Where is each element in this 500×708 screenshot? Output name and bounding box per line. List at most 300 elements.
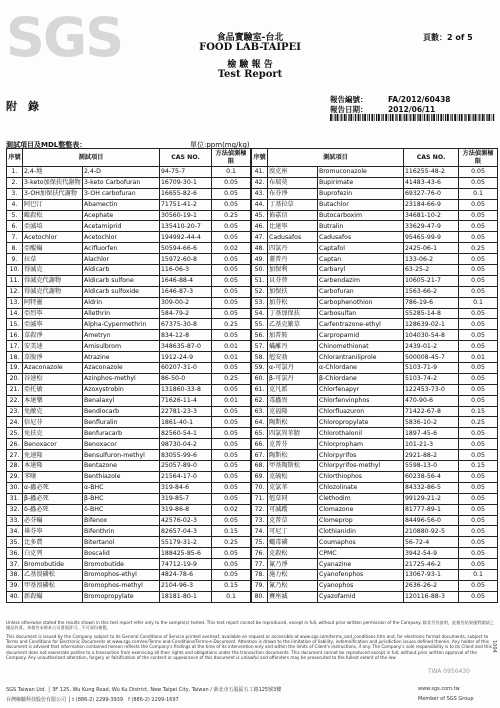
lab-name-cn: 食品實驗室-台北 xyxy=(216,33,284,43)
row-seq: 67. xyxy=(252,450,268,461)
col-mdl: 方法偵測極限 xyxy=(459,149,498,167)
row-name-cn: 亞滅培 xyxy=(23,221,83,232)
row-name-en: Chlozolinate xyxy=(318,482,404,493)
row-name-cn: 倍尼芬 xyxy=(23,417,83,428)
row-mdl: 0.05 xyxy=(459,199,498,210)
table-row xyxy=(252,428,498,439)
row-name-en: Chlorthiophos xyxy=(318,471,404,482)
table-row xyxy=(252,373,498,384)
row-mdl: 0.05 xyxy=(459,363,498,374)
table-row xyxy=(252,275,498,286)
row-seq: 79. xyxy=(252,580,268,591)
table-row xyxy=(7,275,251,286)
row-name-cn: 施力松 xyxy=(268,569,318,580)
row-mdl: 0.01 xyxy=(459,352,498,363)
report-title-en: Test Report xyxy=(217,69,283,80)
row-name-cn: 毆殺松 xyxy=(23,210,83,221)
table-row xyxy=(7,286,251,297)
row-name-cn: 賽座滅 xyxy=(268,591,318,602)
table-row xyxy=(7,515,251,526)
row-mdl: 0.05 xyxy=(459,384,498,395)
row-name-cn: Cadusafos xyxy=(268,232,318,243)
row-name-en: Buprofezin xyxy=(318,188,404,199)
row-name-cn: 蓋普丹 xyxy=(268,254,318,265)
row-name-cn: 毒蟲畏 xyxy=(268,395,318,406)
row-cas: 21564-17-0 xyxy=(160,471,212,482)
row-mdl: 0.05 xyxy=(459,504,498,515)
row-name-cn: 布瑞莫 xyxy=(268,177,318,188)
row-seq: 55. xyxy=(252,319,268,330)
table-row xyxy=(252,177,498,188)
row-name-en: Chlorpyrifos-methyl xyxy=(318,461,404,472)
row-name-cn: 得滅克代謝物 xyxy=(23,275,83,286)
row-cas: 81777-89-1 xyxy=(404,504,459,515)
row-seq: 28. xyxy=(7,461,23,472)
row-mdl: 0.05 xyxy=(459,493,498,504)
row-cas: 128639-02-1 xyxy=(404,319,459,330)
row-cas: 188425-85-6 xyxy=(160,548,212,559)
row-name-cn: β-可氯丹 xyxy=(268,373,318,384)
report-title-cn: 檢 驗 報 告 xyxy=(227,60,273,70)
row-name-cn: 佈嘉信 xyxy=(268,210,318,221)
row-seq: 65. xyxy=(252,428,268,439)
table-row xyxy=(252,537,498,548)
row-name-cn: 必芬蟎 xyxy=(23,515,83,526)
row-name-en: Chlorantraniliprole xyxy=(318,352,404,363)
row-name-cn: 得滅克 xyxy=(23,265,83,276)
row-mdl: 0.05 xyxy=(212,275,251,286)
row-mdl: 0.05 xyxy=(459,210,498,221)
table-row xyxy=(252,221,498,232)
row-cas: 122453-73-0 xyxy=(404,384,459,395)
row-name-en: Allethrin xyxy=(83,308,160,319)
row-cas: 21725-46-2 xyxy=(404,559,459,570)
row-mdl: 0.05 xyxy=(459,450,498,461)
table-row xyxy=(7,493,251,504)
table-row xyxy=(252,384,498,395)
row-cas: 2104-96-3 xyxy=(160,580,212,591)
unit-label: 單位:ppm(mg/kg) xyxy=(190,141,250,149)
row-name-cn: 苯噻 xyxy=(23,471,83,482)
row-seq: 46. xyxy=(252,221,268,232)
row-mdl: 0.05 xyxy=(459,232,498,243)
row-name-cn: Bromobutide xyxy=(23,559,83,570)
row-name-cn: 阿特靈 xyxy=(23,297,83,308)
table-row xyxy=(7,232,251,243)
row-cas: 71626-11-4 xyxy=(160,395,212,406)
row-seq: 31. xyxy=(7,493,23,504)
row-cas: 116-06-3 xyxy=(160,265,212,276)
table-row xyxy=(252,580,498,591)
row-name-en: Clomazone xyxy=(318,504,404,515)
row-mdl: 0.02 xyxy=(212,504,251,515)
row-name-cn: β-蟲必死 xyxy=(23,493,83,504)
table-row xyxy=(7,526,251,537)
row-cas: 5103-71-9 xyxy=(404,363,459,374)
row-mdl: 0.15 xyxy=(212,580,251,591)
row-name-en: Acephate xyxy=(83,210,160,221)
row-seq: 1. xyxy=(7,167,23,178)
table-row xyxy=(252,591,498,602)
row-name-en: Carbaryl xyxy=(318,265,404,276)
row-name-en: CPMC xyxy=(318,548,404,559)
row-mdl: 0.05 xyxy=(459,254,498,265)
row-cas: 133-06-2 xyxy=(404,254,459,265)
table-row xyxy=(7,254,251,265)
row-mdl: 0.05 xyxy=(459,308,498,319)
row-cas: 2636-26-2 xyxy=(404,580,459,591)
row-name-cn: 2,4-地 xyxy=(23,167,83,178)
row-mdl: 0.25 xyxy=(212,537,251,548)
row-mdl: 0.05 xyxy=(459,580,498,591)
page-number: 頁數：2 of 5 xyxy=(423,33,473,42)
row-name-cn: 亞滅寧 xyxy=(23,319,83,330)
row-name-en: Clomeprop xyxy=(318,515,404,526)
row-cas: 1897-45-6 xyxy=(404,428,459,439)
table-row xyxy=(7,548,251,559)
row-name-en: Bromobutide xyxy=(83,559,160,570)
row-mdl: 0.1 xyxy=(459,297,498,308)
row-seq: 16. xyxy=(7,330,23,341)
lab-name-en: FOOD LAB-TAIPEI xyxy=(199,42,301,53)
row-seq: 72. xyxy=(252,504,268,515)
row-name-en: Aldrin xyxy=(83,297,160,308)
row-name-en: Cyanophos xyxy=(318,580,404,591)
row-mdl: 0.05 xyxy=(459,373,498,384)
row-name-en: Cyanazine xyxy=(318,559,404,570)
row-seq: 47. xyxy=(252,232,268,243)
row-name-cn: 蟎離丹 xyxy=(268,341,318,352)
row-cas: 5836-10-2 xyxy=(404,417,459,428)
row-cas: 55179-31-2 xyxy=(160,537,212,548)
row-seq: 44. xyxy=(252,199,268,210)
table-row xyxy=(252,254,498,265)
col-item: 測試項目 xyxy=(23,149,160,167)
row-name-cn: 四氯異苯腈 xyxy=(268,428,318,439)
row-cas: 5103-74-2 xyxy=(404,373,459,384)
row-mdl: 0.05 xyxy=(459,526,498,537)
row-mdl: 0.05 xyxy=(212,406,251,417)
row-mdl: 0.05 xyxy=(459,548,498,559)
row-cas: 470-90-6 xyxy=(404,395,459,406)
row-seq: 6. xyxy=(7,221,23,232)
table-row xyxy=(7,243,251,254)
row-name-cn: 陶斯松 xyxy=(268,417,318,428)
row-seq: 59. xyxy=(252,363,268,374)
row-name-cn: 加普胺 xyxy=(268,330,318,341)
row-cas: 16655-82-6 xyxy=(160,188,212,199)
row-cas: 1912-24-9 xyxy=(160,352,212,363)
row-name-cn: 甲基陶斯松 xyxy=(268,461,318,472)
row-cas: 194992-44-4 xyxy=(160,232,212,243)
row-name-cn: 安美速 xyxy=(23,341,83,352)
row-name-cn: 剋安勃 xyxy=(268,352,318,363)
row-name-cn: 亞醌蟎 xyxy=(23,243,83,254)
table-title: 測試項目及MDL整整表： xyxy=(6,141,87,149)
row-mdl: 0.05 xyxy=(459,537,498,548)
row-cas: 834-12-8 xyxy=(160,330,212,341)
row-name-cn: δ-蟲必死 xyxy=(23,504,83,515)
row-name-en: Chlorpropham xyxy=(318,439,404,450)
row-name-cn: 得滅克代謝物 xyxy=(23,286,83,297)
table-row xyxy=(252,504,498,515)
row-name-en: Boscalid xyxy=(83,548,160,559)
row-mdl: 0.05 xyxy=(459,591,498,602)
row-cas: 56-72-4 xyxy=(404,537,459,548)
serial-stamp: TWA 0956430 xyxy=(428,668,471,675)
row-seq: 10. xyxy=(7,265,23,276)
row-mdl: 0.05 xyxy=(212,417,251,428)
row-seq: 64. xyxy=(252,417,268,428)
row-mdl: 0.05 xyxy=(212,232,251,243)
row-seq: 43. xyxy=(252,188,268,199)
left-table xyxy=(6,148,250,603)
table-row xyxy=(7,188,251,199)
row-mdl: 0.02 xyxy=(212,243,251,254)
barcode xyxy=(330,114,495,121)
row-mdl: 0.01 xyxy=(212,395,251,406)
table-row xyxy=(252,493,498,504)
row-name-en: Chinomethionat xyxy=(318,341,404,352)
row-name-en: Azinphos-methyl xyxy=(83,373,160,384)
row-name-cn: 甲基溴磷松 xyxy=(23,580,83,591)
row-cas: 94-75-7 xyxy=(160,167,212,178)
row-seq: 50. xyxy=(252,265,268,276)
table-row xyxy=(7,504,251,515)
row-cas: 104030-54-8 xyxy=(404,330,459,341)
table-row xyxy=(7,439,251,450)
row-cas: 1646-88-4 xyxy=(160,275,212,286)
row-cas: 84496-56-0 xyxy=(404,515,459,526)
row-cas: 98730-04-2 xyxy=(160,439,212,450)
row-seq: 62. xyxy=(252,395,268,406)
row-cas: 319-84-6 xyxy=(160,482,212,493)
row-name-en: Captan xyxy=(318,254,404,265)
row-mdl: 0.05 xyxy=(212,515,251,526)
row-seq: 15. xyxy=(7,319,23,330)
row-cas: 2425-06-1 xyxy=(404,243,459,254)
row-seq: 14. xyxy=(7,308,23,319)
row-seq: 57. xyxy=(252,341,268,352)
row-name-en: Chlorpyrifos xyxy=(318,450,404,461)
row-mdl: 0.05 xyxy=(212,363,251,374)
table-row xyxy=(252,232,498,243)
row-name-en: Bitertanol xyxy=(83,537,160,548)
row-seq: 8. xyxy=(7,243,23,254)
row-name-en: Carbendazim xyxy=(318,275,404,286)
table-row xyxy=(7,428,251,439)
row-cas: 15972-60-8 xyxy=(160,254,212,265)
table-row xyxy=(252,210,498,221)
col-item: 測試項目 xyxy=(268,149,404,167)
row-name-cn: 加保扶 xyxy=(268,286,318,297)
row-name-en: Bifenthrin xyxy=(83,526,160,537)
row-cas: 116255-48-2 xyxy=(404,167,459,178)
row-seq: 58. xyxy=(252,352,268,363)
row-name-en: Benoxacor xyxy=(83,439,160,450)
row-name-cn: 3-OH加保扶代謝物 xyxy=(23,188,83,199)
row-seq: 23. xyxy=(7,406,23,417)
row-name-cn: 免速隆 xyxy=(23,450,83,461)
row-seq: 24. xyxy=(7,417,23,428)
row-name-cn: 克氯苯 xyxy=(268,482,318,493)
table-row xyxy=(252,308,498,319)
row-seq: 25. xyxy=(7,428,23,439)
table-row xyxy=(252,526,498,537)
row-name-en: Bensulfuron-methyl xyxy=(83,450,160,461)
table-row xyxy=(7,265,251,276)
row-cas: 319-85-7 xyxy=(160,493,212,504)
row-seq: 2. xyxy=(7,177,23,188)
table-row xyxy=(7,417,251,428)
row-name-cn: 陶斯松 xyxy=(268,450,318,461)
row-name-en: Coumaphos xyxy=(318,537,404,548)
row-mdl: 0.05 xyxy=(212,482,251,493)
row-mdl: 0.05 xyxy=(212,221,251,232)
row-mdl: 0.1 xyxy=(212,167,251,178)
row-seq: 20. xyxy=(7,373,23,384)
row-mdl: 0.25 xyxy=(212,319,251,330)
row-name-cn: 畢芬寧 xyxy=(23,526,83,537)
table-row xyxy=(252,450,498,461)
row-name-en: Cyazofamid xyxy=(318,591,404,602)
table-row xyxy=(252,406,498,417)
row-name-en: Butralin xyxy=(318,221,404,232)
row-name-en: Benthiazole xyxy=(83,471,160,482)
table-row xyxy=(7,308,251,319)
table-row xyxy=(252,243,498,254)
row-name-en: Alpha-Cypermethrin xyxy=(83,319,160,330)
table-row xyxy=(252,199,498,210)
table-row xyxy=(252,471,498,482)
col-seq: 序號 xyxy=(7,149,23,167)
row-mdl: 0.05 xyxy=(459,330,498,341)
row-cas: 84332-86-5 xyxy=(404,482,459,493)
row-mdl: 0.05 xyxy=(459,167,498,178)
row-cas: 86-50-0 xyxy=(160,373,212,384)
table-row xyxy=(7,580,251,591)
row-seq: 29. xyxy=(7,471,23,482)
row-cas: 16709-30-1 xyxy=(160,177,212,188)
row-seq: 60. xyxy=(252,373,268,384)
row-name-en: Cadusafos xyxy=(318,232,404,243)
row-name-cn: 布芬淨 xyxy=(268,188,318,199)
row-seq: 33. xyxy=(7,515,23,526)
table-row xyxy=(7,330,251,341)
row-seq: 76. xyxy=(252,548,268,559)
row-seq: 45. xyxy=(252,210,268,221)
row-name-en: Chlorfluazuron xyxy=(318,406,404,417)
row-cas: 1646-87-3 xyxy=(160,286,212,297)
row-cas: 74712-19-9 xyxy=(160,559,212,570)
row-mdl: 0.05 xyxy=(212,177,251,188)
row-name-en: 3-keto Carbofuran xyxy=(83,177,160,188)
row-cas: 309-00-2 xyxy=(160,297,212,308)
row-cas: 22781-23-3 xyxy=(160,406,212,417)
table-row xyxy=(252,548,498,559)
report-date: 報告日期： 2012/06/11 xyxy=(330,105,436,114)
row-name-cn: 加芬松 xyxy=(268,297,318,308)
row-name-en: Carbofuran xyxy=(318,286,404,297)
row-name-cn: 拉草 xyxy=(23,254,83,265)
row-name-en: δ-BHC xyxy=(83,504,160,515)
row-name-en: Abamectin xyxy=(83,199,160,210)
appendix-label: 附 錄 xyxy=(6,100,39,113)
row-cas: 34681-10-2 xyxy=(404,210,459,221)
table-row xyxy=(7,471,251,482)
row-name-cn: 克普芬 xyxy=(268,439,318,450)
row-seq: 75. xyxy=(252,537,268,548)
row-name-en: Bromophos-ethyl xyxy=(83,569,160,580)
row-mdl: 0.05 xyxy=(459,471,498,482)
row-name-en: Ametryn xyxy=(83,330,160,341)
row-name-en: β-BHC xyxy=(83,493,160,504)
row-name-en: 2,4-D xyxy=(83,167,160,178)
row-cas: 5598-13-0 xyxy=(404,461,459,472)
row-name-cn: 克福隆 xyxy=(268,406,318,417)
table-row xyxy=(252,341,498,352)
row-name-cn: 丁基拉草 xyxy=(268,199,318,210)
row-cas: 135410-20-7 xyxy=(160,221,212,232)
row-name-en: Aldicarb sulfoxide xyxy=(83,286,160,297)
row-seq: 39. xyxy=(7,580,23,591)
row-name-en: Carbophenothion xyxy=(318,297,404,308)
row-seq: 22. xyxy=(7,395,23,406)
row-seq: 66. xyxy=(252,439,268,450)
row-mdl: 0.05 xyxy=(459,482,498,493)
row-cas: 30560-19-1 xyxy=(160,210,212,221)
table-row xyxy=(7,297,251,308)
row-cas: 23184-66-9 xyxy=(404,199,459,210)
row-name-en: Chlorothalonil xyxy=(318,428,404,439)
row-name-cn: 草脫淨 xyxy=(23,352,83,363)
row-cas: 319-86-8 xyxy=(160,504,212,515)
row-cas: 82657-04-3 xyxy=(160,526,212,537)
row-seq: 73. xyxy=(252,515,268,526)
row-name-en: Benfluralin xyxy=(83,417,160,428)
row-name-cn: 3-keto加保扶代謝物 xyxy=(24,179,81,187)
row-mdl: 0.05 xyxy=(459,286,498,297)
row-seq: 26. xyxy=(7,439,23,450)
row-seq: 30. xyxy=(7,482,23,493)
row-name-cn: 亞烈寧 xyxy=(23,308,83,319)
row-cas: 2439-01-2 xyxy=(404,341,459,352)
row-seq: 12. xyxy=(7,286,23,297)
row-name-en: Aldicarb sulfone xyxy=(83,275,160,286)
table-row xyxy=(7,199,251,210)
row-cas: 131860-33-8 xyxy=(160,384,212,395)
table-row xyxy=(7,341,251,352)
row-name-en: Chloropropylate xyxy=(318,417,404,428)
row-cas: 63-25-2 xyxy=(404,265,459,276)
row-cas: 71751-41-2 xyxy=(160,199,212,210)
row-mdl: 0.05 xyxy=(212,493,251,504)
table-row xyxy=(7,591,251,602)
table-row xyxy=(7,167,251,178)
table-row xyxy=(252,559,498,570)
row-mdl: 0.05 xyxy=(212,439,251,450)
row-name-en: Bifenox xyxy=(83,515,160,526)
row-name-cn: 免敵克 xyxy=(23,406,83,417)
row-mdl: 0.25 xyxy=(212,373,251,384)
table-row xyxy=(252,330,498,341)
row-seq: 71. xyxy=(252,493,268,504)
row-name-cn: α-蟲必死 xyxy=(23,482,83,493)
table-row xyxy=(252,286,498,297)
row-name-cn: 可滅蹤 xyxy=(268,504,318,515)
row-cas: 69327-76-0 xyxy=(404,188,459,199)
row-seq: 11. xyxy=(7,275,23,286)
